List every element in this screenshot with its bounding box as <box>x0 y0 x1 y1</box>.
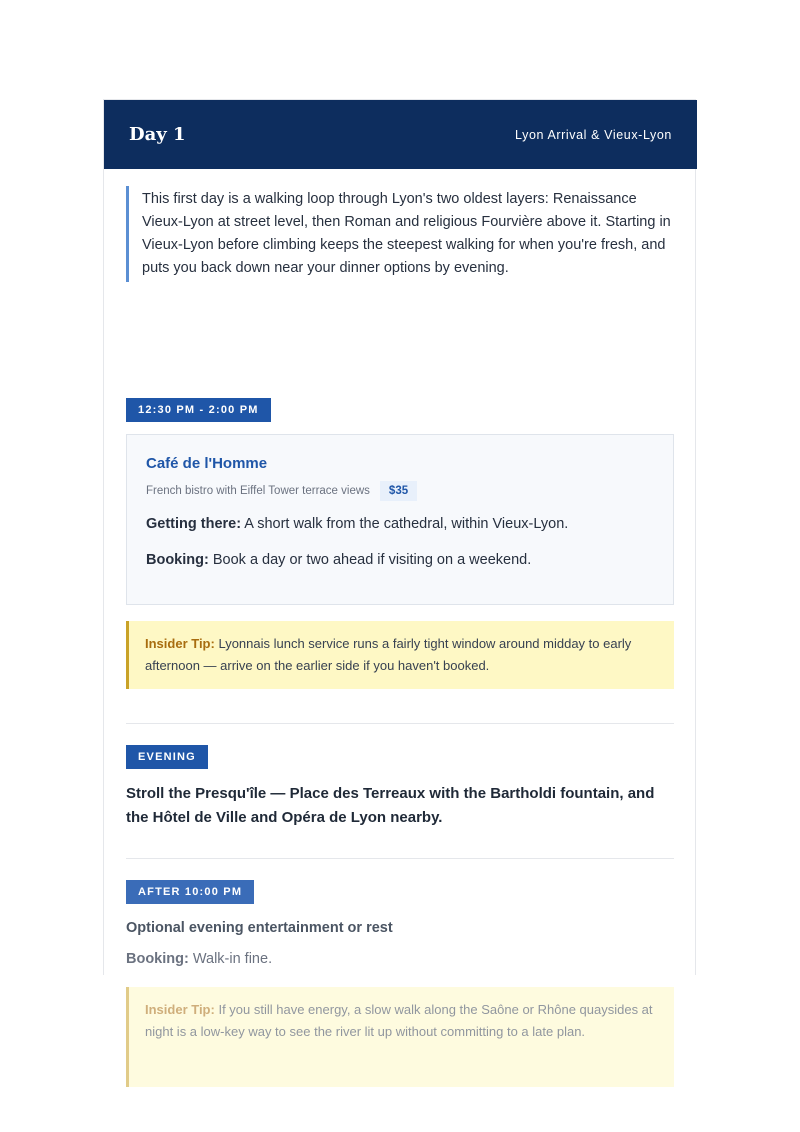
day-title: Day 1 <box>129 124 186 145</box>
insider-tip-late <box>126 987 674 1087</box>
late-booking-line <box>126 951 272 967</box>
late-booking-text: Walk-in fine. <box>192 951 273 967</box>
getting-there-text: A short walk from the cathedral, within Vieux-Lyon. <box>244 516 569 532</box>
venue-description: French bistro with Eiffel Tower terrace views <box>146 485 370 497</box>
venue-card <box>126 434 674 605</box>
late-booking-label: Booking: <box>126 951 189 967</box>
evening-activity: Stroll the Presqu'île — Place des Terreaux with the Bartholdi fountain, and the Hôtel de Ville and Opéra de Lyon nearby. <box>126 785 655 826</box>
section-divider <box>126 723 674 724</box>
day-intro: This first day is a walking loop through Lyon's two oldest layers: Renaissance Vieux-Lyon at street level, then Roman and religious Fourvière above it. Starting in Vieux-Lyon before climbing keeps the steepest walking for when you're fresh, and puts you back down near your dinner options by evening. <box>126 186 674 282</box>
late-activity: Optional evening entertainment or rest <box>126 920 393 936</box>
booking-text: Book a day or two ahead if visiting on a weekend. <box>212 552 532 568</box>
getting-there-line <box>146 516 568 532</box>
day-header <box>104 100 697 169</box>
venue-meta <box>146 481 417 501</box>
tip-label: Insider Tip: <box>145 1002 215 1017</box>
tip-text: Lyonnais lunch service runs a fairly tight window around midday to early afternoon — arrive on the earlier side if you haven't booked. <box>145 636 632 673</box>
tip-label: Insider Tip: <box>145 636 215 651</box>
lunch-time-badge: 12:30 PM - 2:00 PM <box>126 398 271 422</box>
venue-name[interactable]: Café de l'Homme <box>146 455 268 472</box>
price-badge: $35 <box>380 481 417 501</box>
evening-time-badge: EVENING <box>126 745 208 769</box>
tip-text: If you still have energy, a slow walk along the Saône or Rhône quaysides at night is a low-key way to see the river lit up without committing to a late plan. <box>145 1002 653 1039</box>
day-subtitle: Lyon Arrival & Vieux-Lyon <box>515 127 672 142</box>
getting-there-label: Getting there: <box>146 516 242 532</box>
booking-label: Booking: <box>146 552 209 568</box>
booking-line <box>146 552 531 568</box>
insider-tip-lunch <box>126 621 674 689</box>
day-card <box>103 99 696 1039</box>
section-divider <box>126 858 674 859</box>
late-time-badge: AFTER 10:00 PM <box>126 880 254 904</box>
